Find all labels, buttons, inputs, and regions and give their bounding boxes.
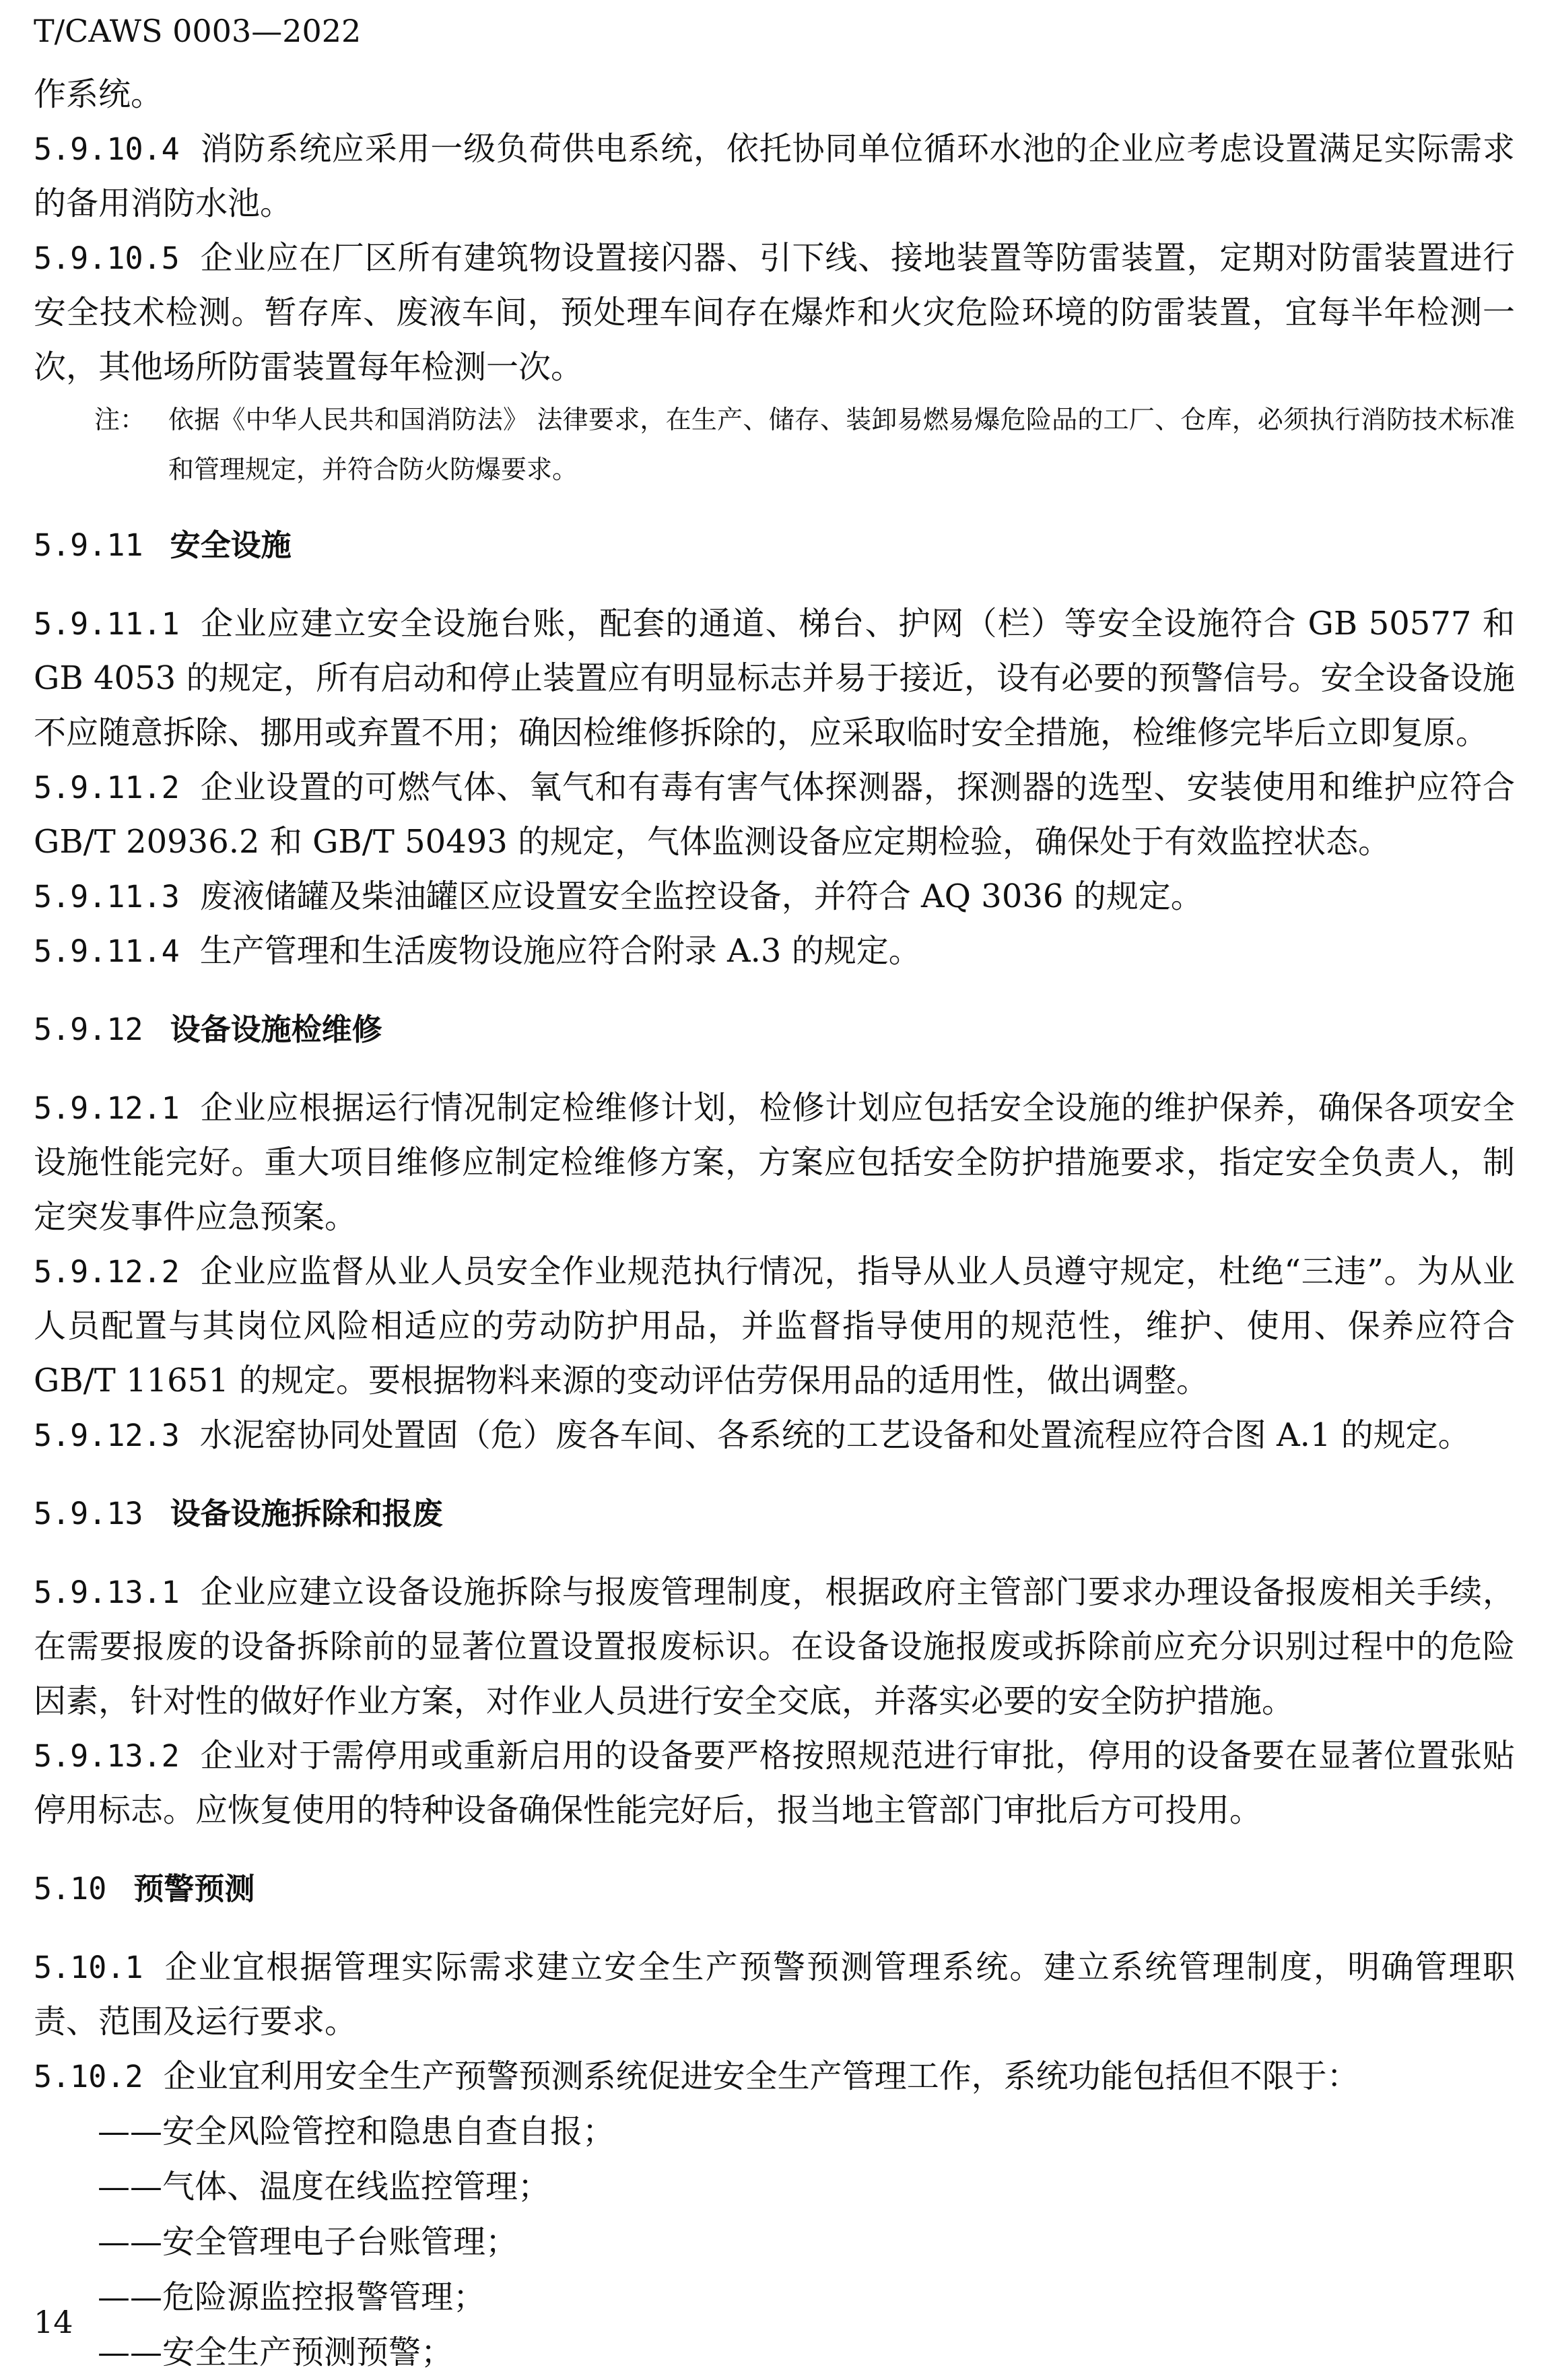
clause-number: 5.10.1: [34, 1950, 143, 1985]
clause-number: 5.9.11.1: [34, 606, 180, 642]
section-heading-5-9-11: [34, 519, 1515, 572]
clause-number: 5.9.10.4: [34, 131, 180, 167]
clause-5-9-10-5: [34, 231, 1515, 395]
clause-5-9-12-2: [34, 1245, 1515, 1408]
clause-number: 5.9.12.2: [34, 1254, 180, 1290]
section-number: 5.9.13: [34, 1496, 143, 1531]
document-id-header: T/CAWS 0003—2022: [34, 13, 362, 49]
section-heading-5-10: [34, 1862, 1515, 1916]
clause-5-9-13-1: [34, 1565, 1515, 1729]
page-number: 14: [34, 2304, 73, 2340]
clause-number: 5.9.12.1: [34, 1090, 180, 1126]
section-number: 5.9.11: [34, 527, 143, 563]
clause-5-9-11-2: [34, 760, 1515, 869]
list-item: ——安全管理电子台账管理；: [98, 2223, 518, 2261]
clause-5-9-13-2: [34, 1729, 1515, 1838]
clause-number: 5.9.11.2: [34, 770, 180, 805]
section-heading-5-9-12: [34, 1003, 1515, 1057]
clause-text: 废液储罐及柴油罐区应设置安全监控设备，并符合 AQ 3036 的规定。: [199, 878, 1203, 915]
system-function-list: [34, 2104, 1515, 2380]
list-item: ——安全生产预测预警；: [98, 2334, 454, 2371]
note-block: [34, 395, 1515, 494]
clause-text: 消防系统应采用一级负荷供电系统，依托协同单位循环水池的企业应考虑设置满足实际需求的备用消防水池。: [34, 130, 1515, 222]
section-number: 5.10: [34, 1871, 107, 1907]
section-title: 设备设施检维修: [170, 1012, 382, 1047]
clause-text: 企业宜利用安全生产预警预测系统促进安全生产管理工作，系统功能包括但不限于：: [163, 2057, 1359, 2095]
clause-5-10-1: [34, 1940, 1515, 2049]
clause-text: 企业对于需停用或重新启用的设备要严格按照规范进行审批，停用的设备要在显著位置张贴停用标志。应恢复使用的特种设备确保性能完好后，报当地主管部门审批后方可投用。: [34, 1737, 1515, 1829]
section-title: 预警预测: [133, 1871, 255, 1907]
list-item: ——气体、温度在线监控管理；: [98, 2168, 551, 2206]
clause-5-9-11-3: [34, 869, 1515, 924]
clause-number: 5.9.13.1: [34, 1575, 180, 1610]
section-heading-5-9-13: [34, 1487, 1515, 1541]
clause-number: 5.10.2: [34, 2059, 143, 2094]
section-number: 5.9.12: [34, 1012, 143, 1047]
clause-5-9-10-4: [34, 122, 1515, 231]
clause-5-9-12-1: [34, 1081, 1515, 1245]
clause-5-10-2: [34, 2049, 1515, 2104]
clause-text: 企业应监督从业人员安全作业规范执行情况，指导从业人员遵守规定，杜绝“三违”。为从业人员配置与其岗位风险相适应的劳动防护用品，并监督指导使用的规范性，维护、使用、保养应符合 GB/T 11651 的规定。要根据物料来源的变动评估劳保用品的适用性，做出调整。: [34, 1253, 1515, 1399]
clause-number: 5.9.13.2: [34, 1738, 180, 1774]
section-title: 设备设施拆除和报废: [170, 1496, 443, 1531]
paragraph-text: 作系统。: [34, 75, 164, 113]
clause-number: 5.9.12.3: [34, 1418, 180, 1453]
clause-5-9-11-1: [34, 597, 1515, 760]
note-text: 依据《中华人民共和国消防法》 法律要求，在生产、储存、装卸易燃易爆危险品的工厂、仓库，必须执行消防技术标准和管理规定，并符合防火防爆要求。: [168, 405, 1515, 484]
list-item: ——危险源监控报警管理；: [98, 2278, 486, 2316]
clause-text: 水泥窑协同处置固（危）废各车间、各系统的工艺设备和处置流程应符合图 A.1 的规定。: [199, 1416, 1470, 1454]
document-body: [34, 67, 1515, 2380]
clause-text: 生产管理和生活废物设施应符合附录 A.3 的规定。: [199, 932, 921, 970]
clause-text: 企业设置的可燃气体、氧气和有毒有害气体探测器，探测器的选型、安装使用和维护应符合 GB/T 20936.2 和 GB/T 50493 的规定，气体监测设备应定期检验，确保处于有效监控状态。: [34, 768, 1515, 861]
clause-text: 企业应在厂区所有建筑物设置接闪器、引下线、接地装置等防雷装置，定期对防雷装置进行安全技术检测。暂存库、废液车间，预处理车间存在爆炸和火灾危险环境的防雷装置，宜每半年检测一次，其他场所防雷装置每年检测一次。: [34, 239, 1515, 386]
clause-text: 企业应根据运行情况制定检维修计划，检修计划应包括安全设施的维护保养，确保各项安全设施性能完好。重大项目维修应制定检维修方案，方案应包括安全防护措施要求，指定安全负责人，制定突发事件应急预案。: [34, 1089, 1515, 1236]
list-item: ——安全风险管控和隐患自查自报；: [98, 2113, 615, 2150]
clause-text: 企业应建立安全设施台账，配套的通道、梯台、护网（栏）等安全设施符合 GB 50577 和 GB 4053 的规定，所有启动和停止装置应有明显标志并易于接近，设有必要的预警信号。安全设备设施不应随意拆除、挪用或弃置不用；确因检维修拆除的，应采取临时安全措施，检维修完毕后立即复原。: [34, 605, 1515, 752]
clause-number: 5.9.11.4: [34, 933, 180, 969]
clause-text: 企业应建立设备设施拆除与报废管理制度，根据政府主管部门要求办理设备报废相关手续，在需要报废的设备拆除前的显著位置设置报废标识。在设备设施报废或拆除前应充分识别过程中的危险因素，针对性的做好作业方案，对作业人员进行安全交底，并落实必要的安全防护措施。: [34, 1573, 1515, 1720]
clause-number: 5.9.11.3: [34, 879, 180, 915]
clause-number: 5.9.10.5: [34, 240, 180, 276]
note-label: 注：: [94, 405, 146, 434]
clause-text: 企业宜根据管理实际需求建立安全生产预警预测管理系统。建立系统管理制度，明确管理职责、范围及运行要求。: [34, 1948, 1515, 2041]
section-title: 安全设施: [170, 527, 292, 563]
clause-5-9-11-4: [34, 924, 1515, 979]
clause-5-9-12-3: [34, 1408, 1515, 1463]
paragraph-continuation: [34, 67, 1515, 122]
